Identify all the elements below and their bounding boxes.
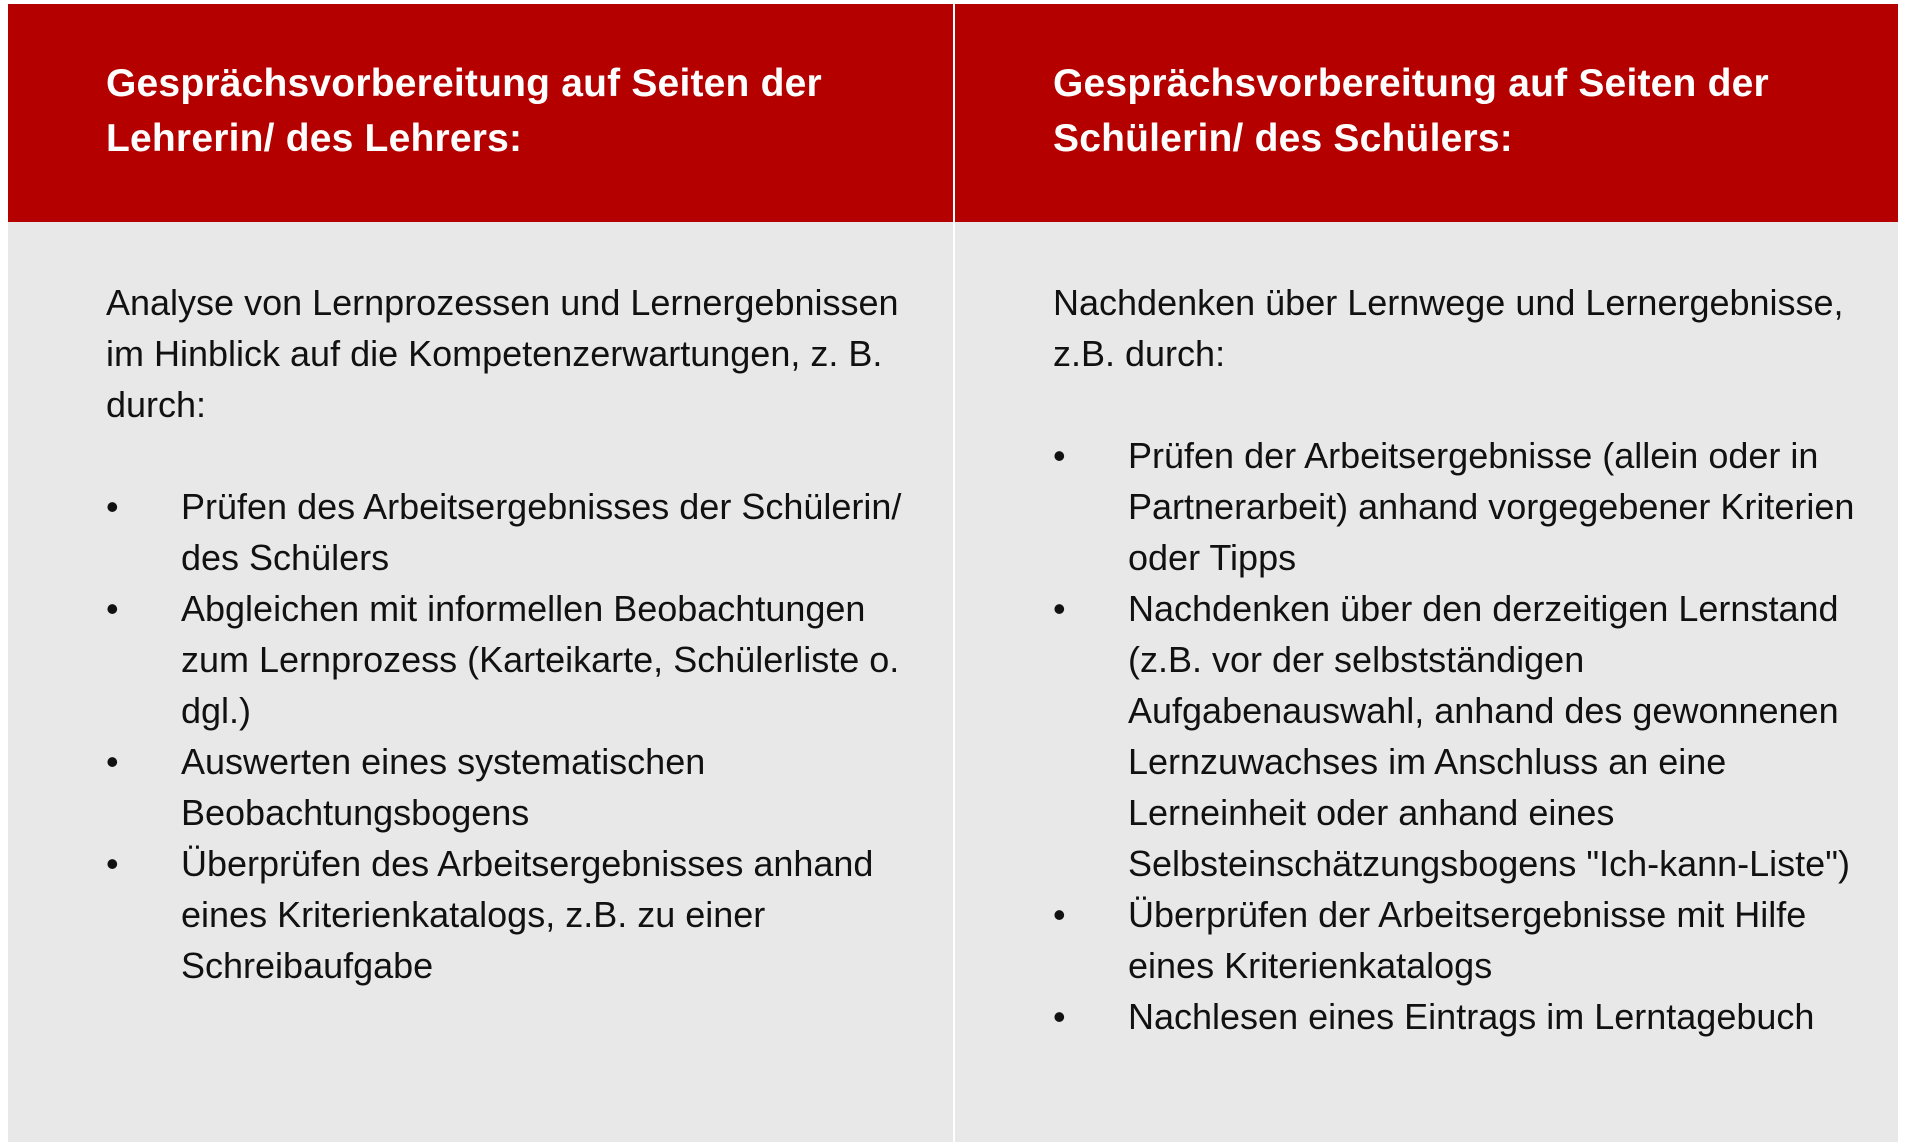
list-item-text: Nachdenken über den derzeitigen Lernstand (z.B. vor der selbstständigen Aufgabenauswahl, anhand des gewonnenen Lernzuwachses im Anschluss an eine Lerneinheit oder anhand eines Selbsteinschätzungsbogens "Ich-kann-Liste")	[1128, 588, 1850, 884]
bullet-icon: •	[106, 588, 119, 629]
body-cell-teacher	[8, 222, 953, 1142]
list-item	[1053, 889, 1886, 991]
bullet-list-student	[1053, 430, 1886, 1042]
intro-teacher: Analyse von Lernprozessen und Lernergebnissen im Hinblick auf die Kompetenzerwartungen, z. B. durch:	[106, 282, 899, 425]
header-cell-teacher	[8, 4, 953, 222]
bullet-icon: •	[106, 486, 119, 527]
comparison-table	[8, 4, 1898, 1142]
heading-student	[1053, 56, 1858, 166]
list-item	[106, 838, 933, 991]
list-item-text: Auswerten eines systematischen Beobachtungsbogens	[181, 741, 706, 833]
bullet-list-teacher	[106, 481, 933, 991]
heading-teacher-line2: Lehrerin/ des Lehrers:	[106, 117, 523, 160]
list-item	[106, 583, 933, 736]
list-item-text: Abgleichen mit informellen Beobachtungen zum Lernprozess (Karteikarte, Schülerliste o. dgl.)	[181, 588, 900, 731]
heading-teacher-line1: Gesprächsvorbereitung auf Seiten der	[106, 62, 822, 105]
bullet-icon: •	[106, 741, 119, 782]
heading-teacher	[106, 56, 913, 166]
header-cell-student	[953, 4, 1898, 222]
bullet-icon: •	[1053, 588, 1066, 629]
list-item	[1053, 583, 1886, 889]
list-item	[1053, 430, 1886, 583]
bullet-icon: •	[1053, 996, 1066, 1037]
heading-student-line2: Schülerin/ des Schülers:	[1053, 117, 1513, 160]
intro-student: Nachdenken über Lernwege und Lernergebnisse, z.B. durch:	[1053, 282, 1844, 374]
list-item	[106, 736, 933, 838]
list-item	[1053, 991, 1886, 1042]
body-cell-student	[953, 222, 1898, 1142]
heading-student-line1: Gesprächsvorbereitung auf Seiten der	[1053, 62, 1769, 105]
list-item	[106, 481, 933, 583]
bullet-icon: •	[1053, 435, 1066, 476]
list-item-text: Prüfen des Arbeitsergebnisses der Schülerin/ des Schülers	[181, 486, 902, 578]
list-item-text: Nachlesen eines Eintrags im Lerntagebuch	[1128, 996, 1815, 1037]
list-item-text: Überprüfen des Arbeitsergebnisses anhand eines Kriterienkatalogs, z.B. zu einer Schreibaufgabe	[181, 843, 874, 986]
list-item-text: Prüfen der Arbeitsergebnisse (allein oder in Partnerarbeit) anhand vorgegebener Kriterien oder Tipps	[1128, 435, 1855, 578]
bullet-icon: •	[106, 843, 119, 884]
list-item-text: Überprüfen der Arbeitsergebnisse mit Hilfe eines Kriterienkatalogs	[1128, 894, 1807, 986]
bullet-icon: •	[1053, 894, 1066, 935]
